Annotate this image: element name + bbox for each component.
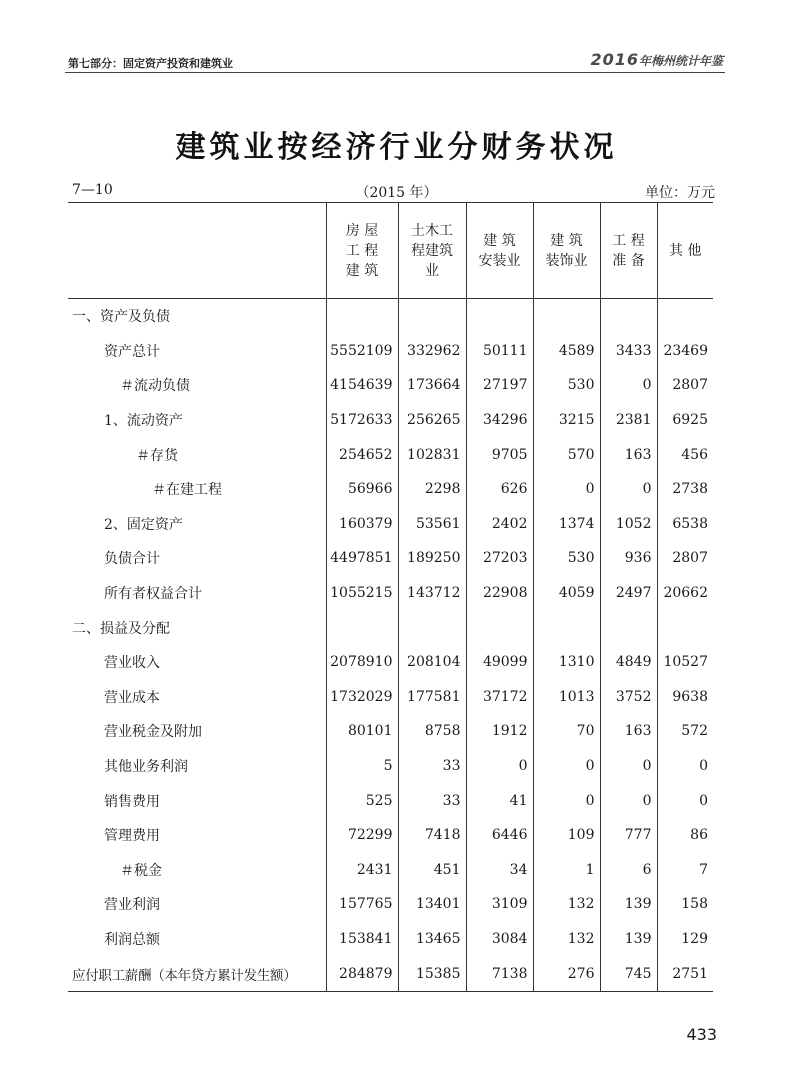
table-cell: 7	[657, 853, 713, 888]
table-row	[68, 783, 713, 818]
table-cell: 173664	[398, 368, 466, 403]
table-cell: 9638	[657, 680, 713, 715]
table-cell: 13401	[398, 887, 466, 922]
table-cell: 143712	[398, 576, 466, 611]
column-header: 建 筑 装饰业	[533, 203, 600, 299]
yearbook-year: 2016	[590, 50, 639, 69]
table-row	[68, 472, 713, 507]
table-row	[68, 541, 713, 576]
yearbook-title	[590, 50, 723, 69]
table-row	[68, 403, 713, 438]
table-cell: 2298	[398, 472, 466, 507]
row-label: 所有者权益合计	[104, 586, 202, 603]
table-cell: 1912	[466, 714, 533, 749]
table-cell: 456	[657, 437, 713, 472]
table-unit: 单位：万元	[645, 185, 715, 201]
table-cell: 745	[600, 956, 657, 991]
row-label: ＃存货	[136, 447, 178, 464]
row-label: 其他业务利润	[104, 759, 188, 776]
column-header: 房 屋 工 程 建 筑	[326, 203, 398, 299]
table-cell: 2807	[657, 368, 713, 403]
table-cell: 1052	[600, 507, 657, 542]
table-cell: 276	[533, 956, 600, 991]
table-cell: 1055215	[326, 576, 398, 611]
row-label: 营业成本	[104, 689, 160, 706]
table-row	[68, 576, 713, 611]
table-cell: 177581	[398, 680, 466, 715]
table-cell: 0	[533, 472, 600, 507]
table-cell: 936	[600, 541, 657, 576]
table-cell	[466, 299, 533, 334]
table-cell: 572	[657, 714, 713, 749]
table-cell: 6446	[466, 818, 533, 853]
row-label: 二、损益及分配	[72, 620, 170, 637]
table-cell: 6	[600, 853, 657, 888]
table-cell: 163	[600, 714, 657, 749]
table-cell: 0	[657, 749, 713, 784]
table-cell: 72299	[326, 818, 398, 853]
table-cell	[398, 299, 466, 334]
table-cell	[600, 610, 657, 645]
table-header-row	[68, 203, 713, 299]
row-label: ＃流动负债	[120, 378, 190, 395]
table-row	[68, 922, 713, 957]
table-row	[68, 299, 713, 334]
table-cell: 3215	[533, 403, 600, 438]
table-row	[68, 368, 713, 403]
table-row	[68, 437, 713, 472]
table-cell	[533, 610, 600, 645]
row-label: 负债合计	[104, 551, 160, 568]
table-cell: 7138	[466, 956, 533, 991]
table-cell: 56966	[326, 472, 398, 507]
row-label: ＃在建工程	[152, 482, 222, 499]
table-cell	[533, 299, 600, 334]
table-cell: 4849	[600, 645, 657, 680]
yearbook-name: 年梅州统计年鉴	[638, 54, 723, 68]
table-cell: 0	[533, 749, 600, 784]
section-header: 第七部分：固定资产投资和建筑业	[68, 57, 233, 70]
table-cell: 157765	[326, 887, 398, 922]
row-label: ＃税金	[120, 862, 162, 879]
table-cell: 0	[657, 783, 713, 818]
table-row	[68, 645, 713, 680]
table-row	[68, 714, 713, 749]
table-cell: 4154639	[326, 368, 398, 403]
table-cell: 41	[466, 783, 533, 818]
table-cell: 34	[466, 853, 533, 888]
row-label: 2、固定资产	[104, 516, 183, 533]
table-cell: 163	[600, 437, 657, 472]
table-cell: 20662	[657, 576, 713, 611]
table-cell: 3433	[600, 334, 657, 369]
table-cell: 50111	[466, 334, 533, 369]
table-row	[68, 507, 713, 542]
table-cell	[466, 610, 533, 645]
table-cell: 2497	[600, 576, 657, 611]
table-cell: 2738	[657, 472, 713, 507]
table-cell: 139	[600, 887, 657, 922]
table-cell: 189250	[398, 541, 466, 576]
table-cell: 1732029	[326, 680, 398, 715]
table-cell: 34296	[466, 403, 533, 438]
table-cell: 53561	[398, 507, 466, 542]
table-year: （2015 年）	[355, 185, 438, 201]
table-cell: 49099	[466, 645, 533, 680]
table-cell: 2807	[657, 541, 713, 576]
header-rule	[65, 72, 725, 73]
table-cell: 0	[600, 472, 657, 507]
table-cell: 208104	[398, 645, 466, 680]
table-cell	[657, 610, 713, 645]
table-cell: 2402	[466, 507, 533, 542]
table-cell: 1310	[533, 645, 600, 680]
table-row	[68, 610, 713, 645]
table-cell: 27203	[466, 541, 533, 576]
table-cell: 15385	[398, 956, 466, 991]
table-row	[68, 334, 713, 369]
table-row	[68, 818, 713, 853]
table-cell	[326, 610, 398, 645]
table-cell: 22908	[466, 576, 533, 611]
table-cell: 33	[398, 749, 466, 784]
table-row	[68, 956, 713, 991]
financial-table	[68, 202, 713, 992]
table-cell: 70	[533, 714, 600, 749]
row-label: 利润总额	[104, 931, 160, 948]
table-cell: 27197	[466, 368, 533, 403]
table-cell: 4059	[533, 576, 600, 611]
table-cell: 5172633	[326, 403, 398, 438]
table-cell: 153841	[326, 922, 398, 957]
column-header: 建 筑 安装业	[466, 203, 533, 299]
table-cell: 777	[600, 818, 657, 853]
row-label: 营业利润	[104, 897, 160, 914]
table-cell: 9705	[466, 437, 533, 472]
table-cell: 7418	[398, 818, 466, 853]
table-cell: 0	[600, 783, 657, 818]
row-label: 资产总计	[104, 343, 160, 360]
table-cell: 1	[533, 853, 600, 888]
table-cell: 23469	[657, 334, 713, 369]
row-label: 一、资产及负债	[72, 309, 170, 326]
table-cell: 3109	[466, 887, 533, 922]
table-cell: 530	[533, 541, 600, 576]
table-cell: 3752	[600, 680, 657, 715]
table-cell: 158	[657, 887, 713, 922]
table-cell: 2431	[326, 853, 398, 888]
table-cell: 2381	[600, 403, 657, 438]
table-cell: 37172	[466, 680, 533, 715]
table-cell: 0	[600, 368, 657, 403]
table-cell: 129	[657, 922, 713, 957]
row-label: 应付职工薪酬（本年贷方累计发生额）	[68, 956, 326, 991]
table-cell: 109	[533, 818, 600, 853]
table-cell: 10527	[657, 645, 713, 680]
table-row	[68, 853, 713, 888]
table-cell: 256265	[398, 403, 466, 438]
table-cell: 33	[398, 783, 466, 818]
row-label: 营业收入	[104, 655, 160, 672]
table-cell: 1374	[533, 507, 600, 542]
table-row	[68, 680, 713, 715]
table-cell: 13465	[398, 922, 466, 957]
column-header: 土木工 程建筑 业	[398, 203, 466, 299]
table-cell: 0	[466, 749, 533, 784]
row-label: 销售费用	[104, 793, 160, 810]
table-cell: 2078910	[326, 645, 398, 680]
table-row	[68, 887, 713, 922]
table-cell	[600, 299, 657, 334]
table-cell: 254652	[326, 437, 398, 472]
column-header: 其 他	[657, 203, 713, 299]
table-cell: 451	[398, 853, 466, 888]
table-code: 7—10	[72, 182, 113, 198]
table-cell: 132	[533, 887, 600, 922]
table-cell: 80101	[326, 714, 398, 749]
table-cell: 530	[533, 368, 600, 403]
page-title: 建筑业按经济行业分财务状况	[175, 130, 618, 165]
table-cell: 6925	[657, 403, 713, 438]
table-cell: 570	[533, 437, 600, 472]
table-cell: 5552109	[326, 334, 398, 369]
table-cell: 102831	[398, 437, 466, 472]
table-cell: 139	[600, 922, 657, 957]
table-row	[68, 749, 713, 784]
table-cell: 0	[600, 749, 657, 784]
table-cell	[398, 610, 466, 645]
table-cell: 86	[657, 818, 713, 853]
table-cell: 626	[466, 472, 533, 507]
table-cell: 5	[326, 749, 398, 784]
row-label: 1、流动资产	[104, 413, 183, 430]
page-number: 433	[686, 1025, 717, 1044]
table-cell	[657, 299, 713, 334]
table-cell: 3084	[466, 922, 533, 957]
table-cell: 525	[326, 783, 398, 818]
table-cell	[326, 299, 398, 334]
row-label: 营业税金及附加	[104, 724, 202, 741]
table-cell: 132	[533, 922, 600, 957]
row-label: 管理费用	[104, 828, 160, 845]
column-header	[68, 203, 326, 299]
table-cell: 4589	[533, 334, 600, 369]
table-cell: 284879	[326, 956, 398, 991]
table-cell: 332962	[398, 334, 466, 369]
table-cell: 8758	[398, 714, 466, 749]
column-header: 工 程 准 备	[600, 203, 657, 299]
table-cell: 160379	[326, 507, 398, 542]
table-cell: 6538	[657, 507, 713, 542]
table-cell: 0	[533, 783, 600, 818]
table-cell: 2751	[657, 956, 713, 991]
table-cell: 4497851	[326, 541, 398, 576]
table-cell: 1013	[533, 680, 600, 715]
